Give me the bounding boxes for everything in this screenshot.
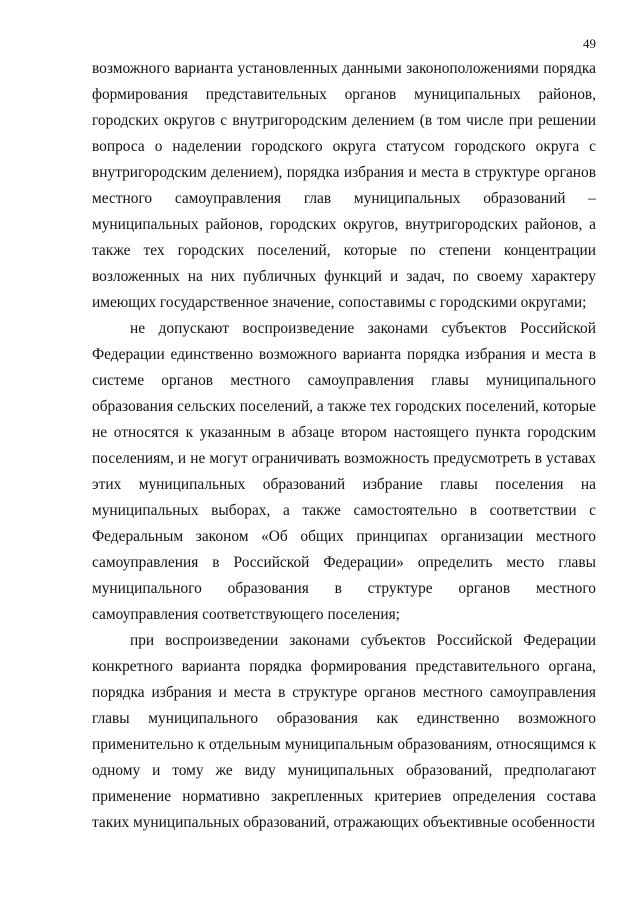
paragraph-when-reproducing: при воспроизведении законами субъектов Российской Федерации конкретного варианта порядка формирования представительного органа, порядка избрания и места в структуре органов местного самоуправления главы муниципального образования как единственно возможного применительно к отдельным муниципальным образованиям, относящимся к одному и тому же виду муниципальных образований, предполагают применение нормативно закрепленных критериев определения состава таких муниципальных образований, отражающих объективные особенности <box>92 632 596 831</box>
paragraph-continuation: возможного варианта установленных данными законоположениями порядка формирования представительных органов муниципальных районов, городских округов с внутригородским делением (в том числе при решении вопроса о наделении городского округа статусом городского округа с внутригородским делением), порядка избрания и места в структуре органов местного самоуправления глав муниципальных образований – муниципальных районов, городских округов, внутригородских районов, а также тех городских поселений, которые по степени концентрации возложенных на них публичных функций и задач, по своему характеру имеющих государственное значение, сопоставимы с городскими округами; <box>92 60 596 311</box>
body-text <box>92 56 596 836</box>
page-number: 49 <box>583 36 596 51</box>
paragraph-do-not-allow: не допускают воспроизведение законами субъектов Российской Федерации единственно возможного варианта порядка избрания и места в системе органов местного самоуправления главы муниципального образования сельских поселений, а также тех городских поселений, которые не относятся к указанным в абзаце втором настоящего пункта городским поселениям, и не могут ограничивать возможность предусмотреть в уставах этих муниципальных образований избрание главы поселения на муниципальных выборах, а также самостоятельно в соответствии с Федеральным законом «Об общих принципах организации местного самоуправления в Российской Федерации» определить место главы муниципального образования в структуре органов местного самоуправления соответствующего поселения; <box>92 320 596 623</box>
